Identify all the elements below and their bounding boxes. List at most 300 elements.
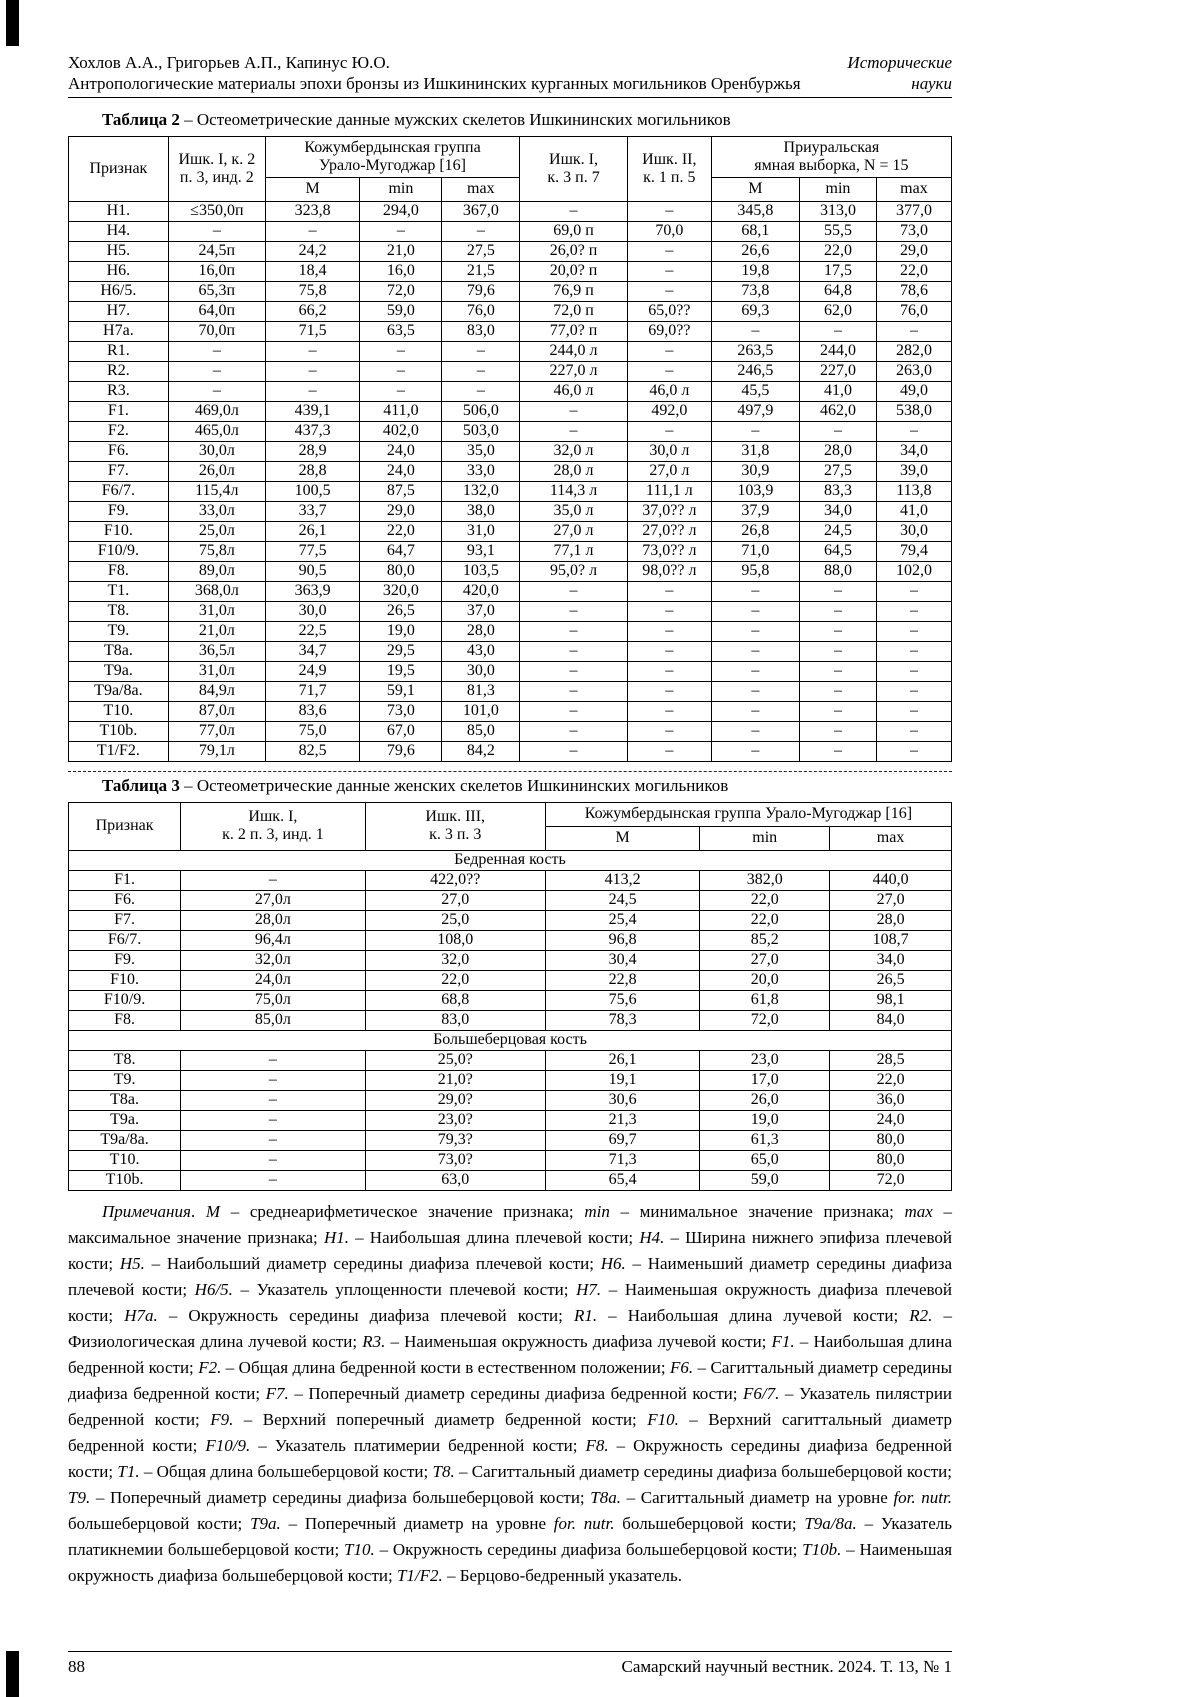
value-cell: – bbox=[876, 601, 951, 621]
note-text: – Окружность середины диафиза бедренной кости; bbox=[68, 1435, 952, 1481]
value-cell: 80,0 bbox=[830, 1150, 952, 1170]
note-text: – Наибольшая длина бедренной кости; bbox=[68, 1331, 952, 1377]
value-cell: 363,9 bbox=[265, 581, 359, 601]
value-cell: – bbox=[627, 341, 711, 361]
term-abbreviation: F10/9. bbox=[205, 1435, 251, 1455]
feature-label-cell: F1. bbox=[69, 870, 181, 890]
value-cell: 22,0 bbox=[800, 241, 877, 261]
feature-label-cell: T10b. bbox=[69, 1170, 181, 1190]
table2-header-row-1 bbox=[69, 137, 952, 178]
value-cell: 29,0 bbox=[876, 241, 951, 261]
value-cell: – bbox=[800, 601, 877, 621]
value-cell: 43,0 bbox=[442, 641, 520, 661]
value-cell: – bbox=[442, 221, 520, 241]
table-row bbox=[69, 910, 952, 930]
value-cell: – bbox=[627, 601, 711, 621]
value-cell: 71,3 bbox=[545, 1150, 700, 1170]
value-cell: 24,5п bbox=[168, 241, 265, 261]
subcol-max-priural: max bbox=[876, 177, 951, 201]
value-cell: 24,0 bbox=[830, 1110, 952, 1130]
value-cell: 83,3 bbox=[800, 481, 877, 501]
value-cell: 19,1 bbox=[545, 1070, 700, 1090]
term-abbreviation: for. nutr. bbox=[893, 1487, 952, 1507]
value-cell: 19,5 bbox=[360, 661, 442, 681]
value-cell: 27,5 bbox=[800, 461, 877, 481]
value-cell: 27,0л bbox=[181, 890, 366, 910]
table-separator-dashed-line bbox=[68, 771, 952, 772]
value-cell: 84,0 bbox=[830, 1010, 952, 1030]
table-row bbox=[69, 281, 952, 301]
value-cell: 83,6 bbox=[265, 701, 359, 721]
table-row bbox=[69, 621, 952, 641]
value-cell: 24,0 bbox=[360, 441, 442, 461]
value-cell: 87,0л bbox=[168, 701, 265, 721]
note-text: – Указатель уплощенности плечевой кости; bbox=[232, 1279, 577, 1299]
value-cell: – bbox=[800, 661, 877, 681]
value-cell: – bbox=[181, 1110, 366, 1130]
value-cell: 25,0 bbox=[365, 910, 545, 930]
value-cell: – bbox=[520, 681, 628, 701]
value-cell: 75,0 bbox=[265, 721, 359, 741]
subcol-min: min bbox=[700, 826, 830, 850]
note-text: – Берцово-бедренный указатель. bbox=[442, 1565, 682, 1585]
subcol-min-priural: min bbox=[800, 177, 877, 201]
value-cell: 85,0 bbox=[442, 721, 520, 741]
table-row bbox=[69, 581, 952, 601]
term-abbreviation: min bbox=[584, 1201, 610, 1221]
value-cell: 103,9 bbox=[711, 481, 799, 501]
journal-reference: Самарский научный вестник. 2024. Т. 13, № 1 bbox=[621, 1657, 952, 1676]
value-cell: 67,0 bbox=[360, 721, 442, 741]
section-name-line-1: Исторические bbox=[847, 53, 952, 72]
value-cell: 24,5 bbox=[800, 521, 877, 541]
page-footer bbox=[68, 1651, 952, 1677]
value-cell: 46,0 л bbox=[520, 381, 628, 401]
value-cell: 27,0 л bbox=[627, 461, 711, 481]
value-cell: 71,7 bbox=[265, 681, 359, 701]
value-cell: – bbox=[520, 661, 628, 681]
value-cell: 28,0 bbox=[442, 621, 520, 641]
section-header-row bbox=[69, 850, 952, 870]
scan-artifact-bottom-left bbox=[6, 1651, 19, 1697]
term-abbreviation: R3. bbox=[362, 1331, 386, 1351]
value-cell: 32,0 bbox=[365, 950, 545, 970]
subcol-m-kozh: М bbox=[265, 177, 359, 201]
feature-label-cell: F7. bbox=[69, 910, 181, 930]
value-cell: 41,0 bbox=[876, 501, 951, 521]
col-header-priural-sample: Приуральская ямная выборка, N = 15 bbox=[711, 137, 951, 178]
value-cell: 465,0л bbox=[168, 421, 265, 441]
feature-label-cell: T9a/8a. bbox=[69, 681, 169, 701]
value-cell: 73,0 bbox=[360, 701, 442, 721]
value-cell: 26,0? п bbox=[520, 241, 628, 261]
term-abbreviation: T9a/8a. bbox=[804, 1513, 857, 1533]
value-cell: 90,5 bbox=[265, 561, 359, 581]
note-text: – Наибольший диаметр середины диафиза плечевой кости; bbox=[144, 1253, 601, 1273]
value-cell: – bbox=[876, 661, 951, 681]
value-cell: 21,3 bbox=[545, 1110, 700, 1130]
feature-label-cell: H1. bbox=[69, 201, 169, 221]
value-cell: – bbox=[711, 601, 799, 621]
value-cell: – bbox=[168, 381, 265, 401]
value-cell: 227,0 bbox=[800, 361, 877, 381]
note-text: – Верхний сагиттальный диаметр бедренной кости; bbox=[68, 1409, 952, 1455]
authors: Хохлов А.А., Григорьев А.П., Капинус Ю.О. bbox=[68, 53, 390, 72]
term-abbreviation: F8. bbox=[585, 1435, 609, 1455]
value-cell: – bbox=[181, 1150, 366, 1170]
scan-artifact-top-left bbox=[6, 0, 19, 46]
value-cell: – bbox=[360, 381, 442, 401]
table-row bbox=[69, 241, 952, 261]
term-abbreviation: max bbox=[904, 1201, 933, 1221]
value-cell: – bbox=[627, 661, 711, 681]
value-cell: 30,9 bbox=[711, 461, 799, 481]
value-cell: 21,5 bbox=[442, 261, 520, 281]
value-cell: 31,0л bbox=[168, 601, 265, 621]
value-cell: 244,0 л bbox=[520, 341, 628, 361]
subcol-m-priural: М bbox=[711, 177, 799, 201]
value-cell: 440,0 bbox=[830, 870, 952, 890]
table-row bbox=[69, 1150, 952, 1170]
feature-label-cell: T8a. bbox=[69, 1090, 181, 1110]
value-cell: – bbox=[181, 1170, 366, 1190]
value-cell: – bbox=[627, 621, 711, 641]
table-row bbox=[69, 1090, 952, 1110]
value-cell: 61,8 bbox=[700, 990, 830, 1010]
value-cell: 108,7 bbox=[830, 930, 952, 950]
value-cell: – bbox=[800, 621, 877, 641]
value-cell: – bbox=[265, 381, 359, 401]
feature-label-cell: T10b. bbox=[69, 721, 169, 741]
value-cell: 96,4л bbox=[181, 930, 366, 950]
value-cell: 29,0 bbox=[360, 501, 442, 521]
value-cell: 72,0 bbox=[830, 1170, 952, 1190]
value-cell: 492,0 bbox=[627, 401, 711, 421]
value-cell: 439,1 bbox=[265, 401, 359, 421]
term-abbreviation: T1/F2. bbox=[396, 1565, 443, 1585]
value-cell: – bbox=[711, 741, 799, 761]
value-cell: 73,8 bbox=[711, 281, 799, 301]
value-cell: 30,0 bbox=[876, 521, 951, 541]
table-row bbox=[69, 1130, 952, 1150]
value-cell: 19,8 bbox=[711, 261, 799, 281]
value-cell: 506,0 bbox=[442, 401, 520, 421]
value-cell: 34,7 bbox=[265, 641, 359, 661]
value-cell: 227,0 л bbox=[520, 361, 628, 381]
note-text: большеберцовой кости; bbox=[614, 1513, 805, 1533]
term-abbreviation: F6. bbox=[670, 1357, 694, 1377]
value-cell: – bbox=[627, 281, 711, 301]
value-cell: 64,7 bbox=[360, 541, 442, 561]
value-cell: 26,5 bbox=[360, 601, 442, 621]
feature-label-cell: F6. bbox=[69, 441, 169, 461]
table-row bbox=[69, 301, 952, 321]
value-cell: 19,0 bbox=[360, 621, 442, 641]
table2-caption-label: Таблица 2 bbox=[102, 110, 180, 129]
article-title: Антропологические материалы эпохи бронзы из Ишкининских курганных могильников Оренбуржья bbox=[68, 74, 801, 93]
value-cell: 80,0 bbox=[360, 561, 442, 581]
value-cell: 113,8 bbox=[876, 481, 951, 501]
note-text: – Поперечный диаметр середины диафиза большеберцовой кости; bbox=[90, 1487, 591, 1507]
value-cell: – bbox=[181, 1050, 366, 1070]
table-row bbox=[69, 501, 952, 521]
value-cell: – bbox=[876, 581, 951, 601]
value-cell: – bbox=[876, 421, 951, 441]
value-cell: 20,0? п bbox=[520, 261, 628, 281]
bone-section-title: Бедренная кость bbox=[69, 850, 952, 870]
value-cell: 65,0?? bbox=[627, 301, 711, 321]
value-cell: 62,0 bbox=[800, 301, 877, 321]
table-row bbox=[69, 661, 952, 681]
table-row bbox=[69, 201, 952, 221]
note-text: – Наименьшая окружность диафиза лучевой кости; bbox=[385, 1331, 772, 1351]
value-cell: – bbox=[711, 641, 799, 661]
value-cell: 17,5 bbox=[800, 261, 877, 281]
note-text: – Общая длина бедренной кости в естественном положении; bbox=[221, 1357, 670, 1377]
table-row bbox=[69, 1050, 952, 1070]
value-cell: 23,0 bbox=[700, 1050, 830, 1070]
table-row bbox=[69, 1170, 952, 1190]
value-cell: 27,0 bbox=[700, 950, 830, 970]
value-cell: – bbox=[520, 581, 628, 601]
table3-caption-label: Таблица 3 bbox=[102, 775, 180, 795]
value-cell: 33,0л bbox=[168, 501, 265, 521]
feature-label-cell: T9a. bbox=[69, 1110, 181, 1130]
value-cell: 63,0 bbox=[365, 1170, 545, 1190]
value-cell: 59,1 bbox=[360, 681, 442, 701]
term-abbreviation: H4. bbox=[639, 1227, 665, 1247]
term-abbreviation: Примечания bbox=[102, 1201, 191, 1221]
running-head-row-2 bbox=[68, 73, 952, 94]
value-cell: – bbox=[442, 341, 520, 361]
value-cell: 24,2 bbox=[265, 241, 359, 261]
value-cell: 68,1 bbox=[711, 221, 799, 241]
table-row bbox=[69, 361, 952, 381]
value-cell: 88,0 bbox=[800, 561, 877, 581]
value-cell: – bbox=[520, 701, 628, 721]
value-cell: 49,0 bbox=[876, 381, 951, 401]
value-cell: 73,0?? л bbox=[627, 541, 711, 561]
table-row bbox=[69, 930, 952, 950]
value-cell: – bbox=[627, 241, 711, 261]
value-cell: 132,0 bbox=[442, 481, 520, 501]
table-row bbox=[69, 561, 952, 581]
value-cell: – bbox=[168, 221, 265, 241]
value-cell: 69,0?? bbox=[627, 321, 711, 341]
term-abbreviation: М bbox=[205, 1201, 221, 1221]
value-cell: – bbox=[711, 581, 799, 601]
feature-label-cell: T9a. bbox=[69, 661, 169, 681]
value-cell: 66,2 bbox=[265, 301, 359, 321]
table-row bbox=[69, 890, 952, 910]
value-cell: 19,0 bbox=[700, 1110, 830, 1130]
value-cell: 294,0 bbox=[360, 201, 442, 221]
value-cell: 28,0 bbox=[830, 910, 952, 930]
table2-body bbox=[69, 201, 952, 761]
value-cell: 68,8 bbox=[365, 990, 545, 1010]
value-cell: 69,7 bbox=[545, 1130, 700, 1150]
value-cell: – bbox=[800, 721, 877, 741]
note-text: – Общая длина большеберцовой кости; bbox=[139, 1461, 433, 1481]
feature-label-cell: F8. bbox=[69, 1010, 181, 1030]
value-cell: – bbox=[181, 1130, 366, 1150]
feature-label-cell: T8. bbox=[69, 1050, 181, 1070]
table-row bbox=[69, 541, 952, 561]
term-abbreviation: T8a. bbox=[590, 1487, 622, 1507]
feature-label-cell: F6/7. bbox=[69, 930, 181, 950]
value-cell: – bbox=[520, 721, 628, 741]
note-text: – Наименьшая окружность диафиза большеберцовой кости; bbox=[68, 1539, 953, 1585]
value-cell: 98,0?? л bbox=[627, 561, 711, 581]
table-row bbox=[69, 641, 952, 661]
value-cell: 24,5 bbox=[545, 890, 700, 910]
feature-label-cell: F1. bbox=[69, 401, 169, 421]
col-header-priznak: Признак bbox=[69, 137, 169, 202]
value-cell: 78,6 bbox=[876, 281, 951, 301]
running-head bbox=[68, 52, 952, 98]
value-cell: 345,8 bbox=[711, 201, 799, 221]
value-cell: 30,0л bbox=[168, 441, 265, 461]
value-cell: – bbox=[627, 201, 711, 221]
value-cell: 70,0п bbox=[168, 321, 265, 341]
value-cell: 59,0 bbox=[700, 1170, 830, 1190]
value-cell: 79,1л bbox=[168, 741, 265, 761]
subcol-min-kozh: min bbox=[360, 177, 442, 201]
term-abbreviation: T9. bbox=[68, 1487, 91, 1507]
value-cell: 22,0 bbox=[700, 910, 830, 930]
table-row bbox=[69, 701, 952, 721]
value-cell: 497,9 bbox=[711, 401, 799, 421]
table-row bbox=[69, 741, 952, 761]
value-cell: 21,0 bbox=[360, 241, 442, 261]
table-row bbox=[69, 1110, 952, 1130]
value-cell: 83,0 bbox=[365, 1010, 545, 1030]
value-cell: 35,0 л bbox=[520, 501, 628, 521]
value-cell: 33,7 bbox=[265, 501, 359, 521]
note-text: – среднеарифметическое значение признака; bbox=[220, 1201, 585, 1221]
table-row bbox=[69, 1070, 952, 1090]
value-cell: 29,5 bbox=[360, 641, 442, 661]
value-cell: 32,0 л bbox=[520, 441, 628, 461]
value-cell: 77,0л bbox=[168, 721, 265, 741]
value-cell: – bbox=[627, 701, 711, 721]
value-cell: 22,0 bbox=[365, 970, 545, 990]
feature-label-cell: T1/F2. bbox=[69, 741, 169, 761]
value-cell: 101,0 bbox=[442, 701, 520, 721]
value-cell: 85,0л bbox=[181, 1010, 366, 1030]
value-cell: 23,0? bbox=[365, 1110, 545, 1130]
page-content bbox=[68, 0, 952, 1589]
note-text: – Наибольшая длина плечевой кости; bbox=[348, 1227, 640, 1247]
term-abbreviation: F10. bbox=[647, 1409, 679, 1429]
value-cell: 263,5 bbox=[711, 341, 799, 361]
value-cell: 95,8 bbox=[711, 561, 799, 581]
feature-label-cell: F6. bbox=[69, 890, 181, 910]
note-text: большеберцовой кости; bbox=[68, 1513, 251, 1533]
value-cell: – bbox=[627, 581, 711, 601]
term-abbreviation: T10b. bbox=[802, 1539, 842, 1559]
note-text: – Указатель платимерии бедренной кости; bbox=[250, 1435, 586, 1455]
value-cell: 30,0 bbox=[265, 601, 359, 621]
term-abbreviation: H6. bbox=[600, 1253, 626, 1273]
value-cell: 61,3 bbox=[700, 1130, 830, 1150]
value-cell: 89,0л bbox=[168, 561, 265, 581]
value-cell: 35,0 bbox=[442, 441, 520, 461]
note-text: – Наибольшая длина лучевой кости; bbox=[597, 1305, 910, 1325]
term-abbreviation: F9. bbox=[210, 1409, 234, 1429]
value-cell: 22,0 bbox=[360, 521, 442, 541]
value-cell: 34,0 bbox=[876, 441, 951, 461]
feature-label-cell: H7a. bbox=[69, 321, 169, 341]
value-cell: 402,0 bbox=[360, 421, 442, 441]
value-cell: 64,8 bbox=[800, 281, 877, 301]
value-cell: 93,1 bbox=[442, 541, 520, 561]
value-cell: 28,0л bbox=[181, 910, 366, 930]
note-text: – Сагиттальный диаметр середины диафиза большеберцовой кости; bbox=[454, 1461, 952, 1481]
value-cell: 21,0? bbox=[365, 1070, 545, 1090]
value-cell: 64,0п bbox=[168, 301, 265, 321]
value-cell: 72,0 п bbox=[520, 301, 628, 321]
value-cell: – bbox=[876, 741, 951, 761]
table-row bbox=[69, 401, 952, 421]
value-cell: – bbox=[711, 701, 799, 721]
feature-label-cell: H6. bbox=[69, 261, 169, 281]
subcol-max: max bbox=[830, 826, 952, 850]
value-cell: – bbox=[800, 741, 877, 761]
value-cell: 24,0л bbox=[181, 970, 366, 990]
page-number: 88 bbox=[68, 1657, 85, 1676]
table2-caption-text: – Остеометрические данные мужских скелетов Ишкининских могильников bbox=[179, 110, 731, 129]
table-row bbox=[69, 970, 952, 990]
value-cell: – bbox=[627, 741, 711, 761]
table-row bbox=[69, 950, 952, 970]
table-row bbox=[69, 721, 952, 741]
value-cell: – bbox=[627, 361, 711, 381]
term-abbreviation: H5. bbox=[119, 1253, 145, 1273]
feature-label-cell: F10. bbox=[69, 521, 169, 541]
value-cell: 75,6 bbox=[545, 990, 700, 1010]
table-row bbox=[69, 1010, 952, 1030]
value-cell: – bbox=[520, 601, 628, 621]
value-cell: 83,0 bbox=[442, 321, 520, 341]
value-cell: 28,5 bbox=[830, 1050, 952, 1070]
value-cell: 84,2 bbox=[442, 741, 520, 761]
value-cell: 29,0? bbox=[365, 1090, 545, 1110]
value-cell: 79,3? bbox=[365, 1130, 545, 1150]
note-text: – максимальное значение признака; bbox=[68, 1201, 953, 1247]
value-cell: 25,0? bbox=[365, 1050, 545, 1070]
feature-label-cell: F8. bbox=[69, 561, 169, 581]
term-abbreviation: T8. bbox=[432, 1461, 455, 1481]
value-cell: 22,0 bbox=[700, 890, 830, 910]
value-cell: – bbox=[520, 641, 628, 661]
value-cell: – bbox=[627, 421, 711, 441]
value-cell: 81,3 bbox=[442, 681, 520, 701]
value-cell: – bbox=[711, 321, 799, 341]
table-row bbox=[69, 221, 952, 241]
value-cell: 36,5л bbox=[168, 641, 265, 661]
feature-label-cell: H7. bbox=[69, 301, 169, 321]
value-cell: 282,0 bbox=[876, 341, 951, 361]
value-cell: – bbox=[168, 341, 265, 361]
table-row bbox=[69, 601, 952, 621]
table2-caption bbox=[68, 110, 952, 130]
value-cell: 18,4 bbox=[265, 261, 359, 281]
value-cell: 413,2 bbox=[545, 870, 700, 890]
col-header-ishk2-k1: Ишк. II, к. 1 п. 5 bbox=[627, 137, 711, 202]
table-row bbox=[69, 681, 952, 701]
value-cell: – bbox=[627, 261, 711, 281]
